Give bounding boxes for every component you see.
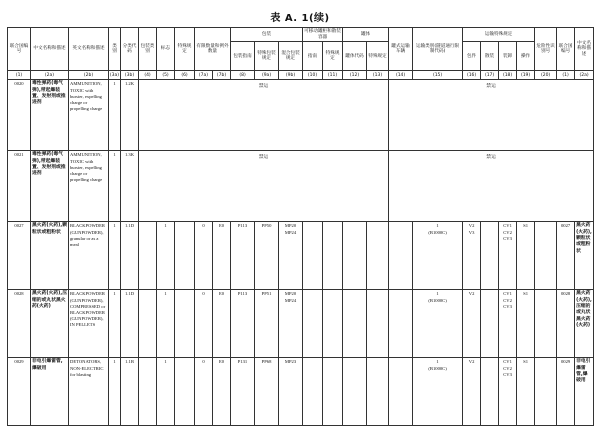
loading-code: CV1	[503, 291, 512, 297]
header-tank-special-2: 特殊规定	[367, 42, 389, 71]
excepted-quantity: E0	[213, 222, 231, 290]
transport-category	[413, 358, 463, 426]
special-packing: PP50	[255, 222, 279, 290]
packages-code: V2	[468, 223, 475, 229]
column-number: (12)	[343, 71, 367, 80]
forbidden-cell: 禁运	[139, 151, 389, 222]
mixed-packing-code: MP20	[284, 223, 297, 229]
name-en: BLACKPOWDER (GUNPOWDER), COMPRESSED or BLACKPOWDER (GUNPOWDER), IN PELLETS	[69, 290, 109, 358]
column-number: (8)	[231, 71, 255, 80]
loading-provisions	[499, 222, 517, 290]
transport-category	[413, 290, 463, 358]
column-number: (10)	[303, 71, 323, 80]
name-cn-right: 非电引爆雷管,爆破用	[575, 358, 594, 426]
name-cn: 毒性弹药(毒气弹),带起爆装置、发射剂或推进剂	[31, 80, 69, 151]
labels: 1	[157, 358, 175, 426]
table-row	[8, 290, 594, 358]
packages-code: V2	[468, 359, 475, 365]
table-row	[8, 358, 594, 426]
column-number: (2a)	[31, 71, 69, 80]
operation-provisions: S1	[517, 358, 535, 426]
labels: 1	[157, 290, 175, 358]
name-en: AMMUNITION, TOXIC with burster, expelling charge or propelling charge	[69, 151, 109, 222]
table-title: 表 A. 1(续)	[270, 13, 330, 24]
tank-special	[323, 290, 343, 358]
column-number: (18)	[499, 71, 517, 80]
mixed-packing	[279, 222, 303, 290]
header-packages: 包件	[463, 42, 481, 71]
packages-provisions	[463, 222, 481, 290]
tunnel-code: (B1000C)	[428, 297, 447, 303]
header-packing-group: 包装类别	[139, 28, 157, 71]
excepted-quantity: E0	[213, 358, 231, 426]
dangerous-goods-table	[7, 27, 594, 426]
loading-code: CV1	[503, 359, 512, 365]
tank-special	[323, 358, 343, 426]
packing-group	[139, 358, 157, 426]
header-un-no-right: 联合国编号	[557, 28, 575, 71]
forbidden-cell: 禁运	[139, 80, 389, 151]
tank-vehicle	[389, 358, 413, 426]
column-number: (2a)	[575, 71, 594, 80]
loading-code: CV3	[503, 303, 512, 309]
tank-special	[323, 222, 343, 290]
class: 1	[109, 222, 121, 290]
column-number: (7b)	[213, 71, 231, 80]
transport-category-value: 1	[436, 223, 439, 229]
class: 1	[109, 358, 121, 426]
name-cn: 非电引爆雷管,爆破用	[31, 358, 69, 426]
column-number: (3a)	[109, 72, 120, 78]
mixed-packing-code: MP23	[284, 359, 297, 365]
hazard-id	[535, 358, 557, 426]
header-name-cn-right: 中文名称和描述	[575, 28, 594, 71]
header-portable-tank-group: 可移动罐柜和散装容器	[303, 28, 343, 42]
classification-code: 1.3K	[121, 151, 139, 222]
header-tank-special: 特殊规定	[323, 42, 343, 71]
un-number: 0021	[8, 151, 31, 222]
mixed-packing-code: MP20	[284, 291, 297, 297]
tunnel-code: (B1000C)	[428, 365, 447, 371]
operation-provisions: S1	[517, 222, 535, 290]
special-provisions	[175, 358, 195, 426]
column-number: (2b)	[69, 71, 109, 80]
class: 1	[109, 151, 121, 222]
packing-group	[139, 222, 157, 290]
header-mixed-packing: 混合包装规定	[279, 42, 303, 71]
loading-code: CV2	[503, 297, 512, 303]
column-number: (1)	[8, 71, 31, 80]
transport-category-value: 1	[436, 291, 439, 297]
classification-code: 1.2K	[121, 80, 139, 151]
limited-quantity: 0	[195, 222, 213, 290]
header-hazard-id: 危险性识别号	[535, 28, 557, 71]
header-class: 类别	[109, 28, 121, 71]
limited-quantity: 0	[195, 290, 213, 358]
name-cn-right: 黑火药(火药),颗粒状或粗粉状	[575, 222, 594, 290]
header-tank-group: 罐体	[343, 28, 389, 42]
un-number: 0029	[8, 358, 31, 426]
hazard-id	[535, 290, 557, 358]
transport-category	[413, 222, 463, 290]
tank-special-2	[367, 222, 389, 290]
table-row	[8, 222, 594, 290]
header-tank-vehicle: 罐式运输车辆	[389, 28, 413, 71]
classification-code: 1.1D	[121, 290, 139, 358]
class: 1	[109, 290, 121, 358]
header-packaging-instructions: 包装指南	[231, 42, 255, 71]
name-cn: 黑火药(火药),压缩的或丸状黑火药(火药)	[31, 290, 69, 358]
header-bulk: 散装	[481, 42, 499, 71]
loading-code: CV2	[503, 365, 512, 371]
column-number: (5)	[157, 71, 175, 80]
column-number: (1)	[557, 71, 575, 80]
header-limited-excepted: 有限数量和例外数量	[195, 28, 231, 71]
forbidden-cell: 禁运	[389, 151, 594, 222]
header-special-transport-group: 运输特殊规定	[463, 28, 535, 42]
tank-instructions	[303, 290, 323, 358]
packages-code: V3	[468, 229, 475, 235]
un-number-right: 0027	[557, 222, 575, 290]
tunnel-code: (B1000C)	[428, 229, 447, 235]
header-labels: 标志	[157, 28, 175, 71]
tank-special-2	[367, 290, 389, 358]
header-loading: 装卸	[499, 42, 517, 71]
excepted-quantity: E0	[213, 290, 231, 358]
loading-provisions	[499, 358, 517, 426]
header-name-en: 英文名称和描述	[69, 28, 109, 71]
column-number: (11)	[323, 71, 343, 80]
packaging-instructions: P113	[231, 290, 255, 358]
column-number-row	[8, 71, 594, 80]
class: 1	[109, 80, 121, 151]
packages-provisions	[463, 290, 481, 358]
packages-code: V2	[468, 291, 475, 297]
column-number: (17)	[481, 71, 499, 80]
header-classification-code: 分类代码	[121, 28, 139, 71]
name-cn-right: 黑火药(火药),压缩的或丸状黑火药(火药)	[575, 290, 594, 358]
header-special-packing: 特殊包装规定	[255, 42, 279, 71]
column-number: (7a)	[195, 71, 213, 80]
transport-category-value: 1	[436, 359, 439, 365]
tank-code	[343, 222, 367, 290]
tank-instructions	[303, 358, 323, 426]
un-number-right: 0028	[557, 290, 575, 358]
tank-vehicle	[389, 222, 413, 290]
tank-code	[343, 290, 367, 358]
tank-code	[343, 358, 367, 426]
header-tank-instructions: 指南	[303, 42, 323, 71]
column-number: (14)	[389, 71, 413, 80]
forbidden-cell: 禁运	[389, 80, 594, 151]
header-tank-code: 罐体代码	[343, 42, 367, 71]
tank-special-2	[367, 358, 389, 426]
un-number: 0027	[8, 222, 31, 290]
header-un-no: 联合国编号	[8, 28, 31, 71]
packaging-instructions: P113	[231, 222, 255, 290]
column-number: (20)	[535, 71, 557, 80]
packaging-instructions: P131	[231, 358, 255, 426]
loading-code: CV1	[503, 223, 512, 229]
column-number: (3b)	[121, 71, 139, 80]
header-name-cn: 中文名称和描述	[31, 28, 69, 71]
column-number: (9a)	[255, 71, 279, 80]
name-cn: 黑火药(火药),颗粒状或粗粉状	[31, 222, 69, 290]
loading-code: CV2	[503, 229, 512, 235]
special-packing: PP51	[255, 290, 279, 358]
packages-provisions	[463, 358, 481, 426]
name-cn: 毒性弹药(毒气弹),带起爆装置、发射剂或推进剂	[31, 151, 69, 222]
loading-provisions	[499, 290, 517, 358]
classification-code: 1.1B	[121, 358, 139, 426]
column-number: (9b)	[279, 71, 303, 80]
mixed-packing	[279, 358, 303, 426]
un-number-right: 0029	[557, 358, 575, 426]
table-row	[8, 151, 594, 222]
mixed-packing-code: MP24	[284, 229, 297, 235]
un-number: 0020	[8, 80, 31, 151]
header-transport-category: 运输类别(隧道通行限制代码)	[413, 28, 463, 71]
mixed-packing-code: MP24	[284, 297, 297, 303]
table-row	[8, 80, 594, 151]
column-number: (15)	[413, 71, 463, 80]
limited-quantity: 0	[195, 358, 213, 426]
mixed-packing	[279, 290, 303, 358]
column-number: (13)	[367, 71, 389, 80]
name-en: BLACKPOWDER (GUNPOWDER), granular or as a meal	[69, 222, 109, 290]
column-number: (6)	[175, 71, 195, 80]
operation-provisions: S1	[517, 290, 535, 358]
bulk-provisions	[481, 358, 499, 426]
tank-vehicle	[389, 290, 413, 358]
loading-code: CV3	[503, 371, 512, 377]
column-number: (19)	[517, 71, 535, 80]
column-number: (16)	[463, 71, 481, 80]
special-packing: PP68	[255, 358, 279, 426]
name-en: AMMUNITION, TOXIC with burster, expelling charge or propelling charge	[69, 80, 109, 151]
header-special-provisions: 特殊规定	[175, 28, 195, 71]
packing-group	[139, 290, 157, 358]
header-operation: 操作	[517, 42, 535, 71]
un-number: 0028	[8, 290, 31, 358]
loading-code: CV3	[503, 235, 512, 241]
classification-code: 1.1D	[121, 222, 139, 290]
special-provisions	[175, 290, 195, 358]
special-provisions	[175, 222, 195, 290]
name-en: DETONATORS, NON-ELECTRIC for blasting	[69, 358, 109, 426]
bulk-provisions	[481, 290, 499, 358]
tank-instructions	[303, 222, 323, 290]
bulk-provisions	[481, 222, 499, 290]
labels: 1	[157, 222, 175, 290]
column-number: (4)	[139, 71, 157, 80]
hazard-id	[535, 222, 557, 290]
header-packaging-group: 包装	[231, 28, 303, 42]
